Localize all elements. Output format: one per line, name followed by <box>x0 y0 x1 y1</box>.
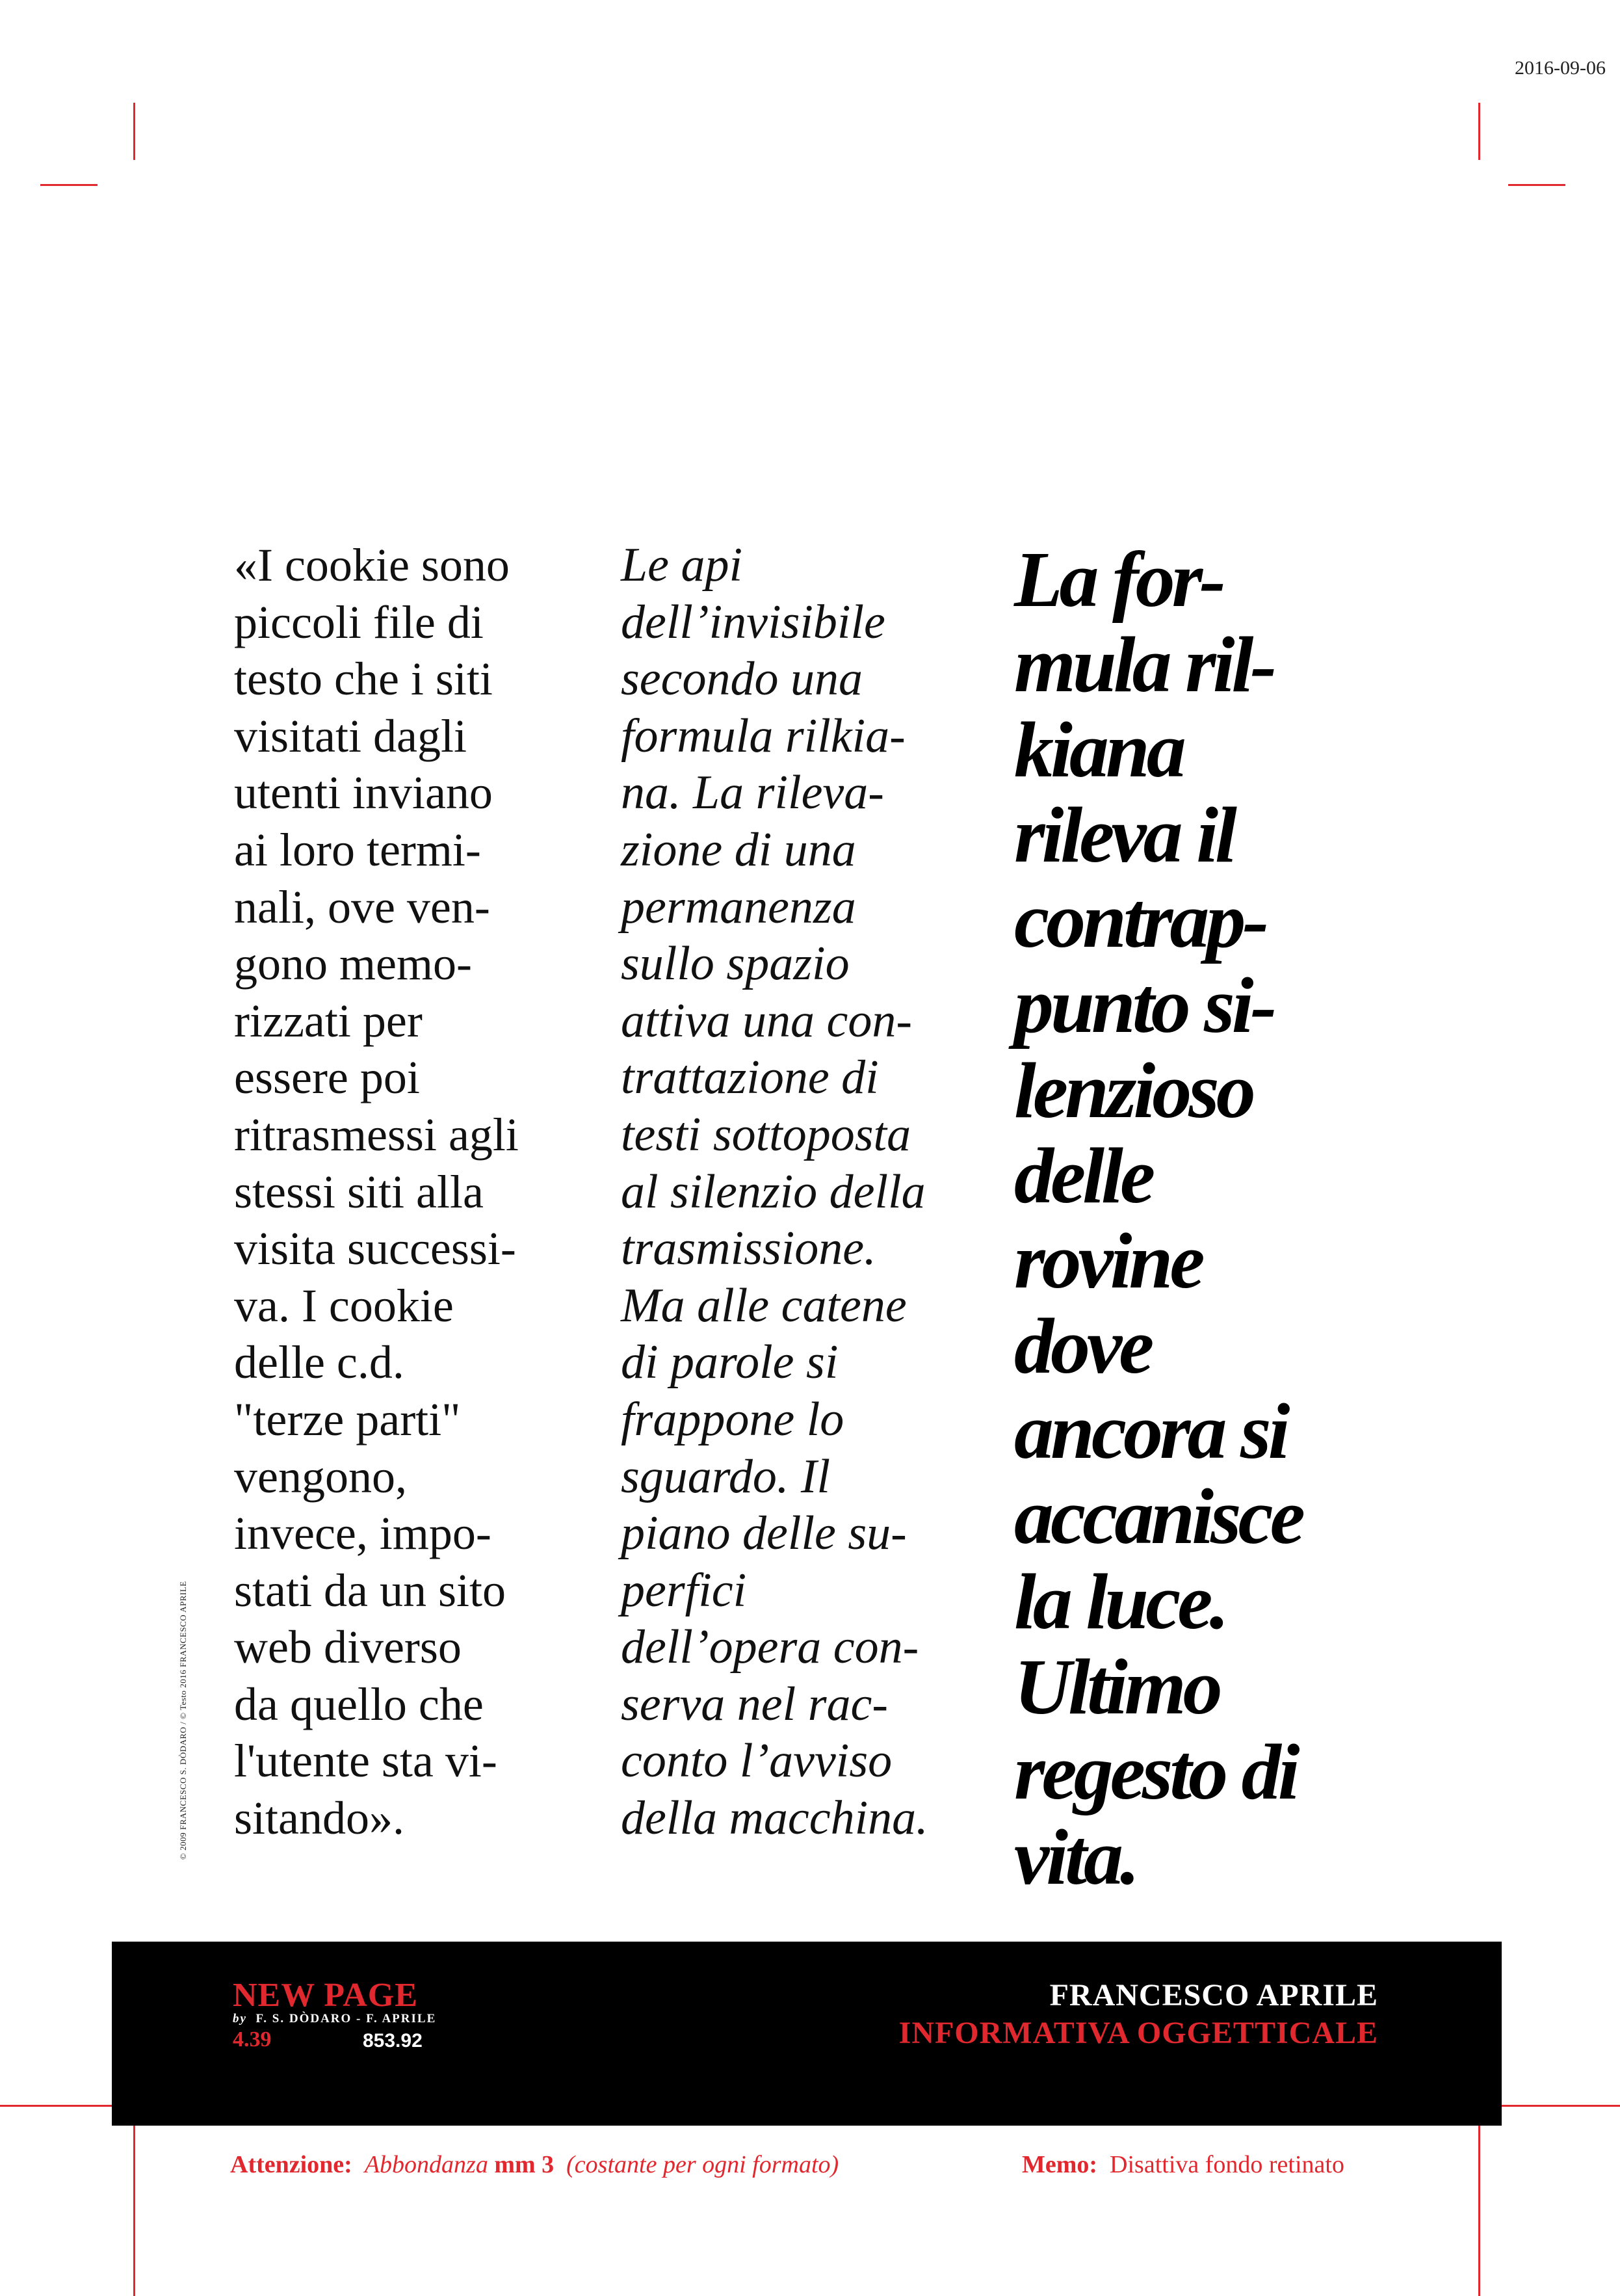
crop-mark-bottom-left-vertical <box>133 2126 135 2296</box>
author-name: FRANCESCO APRILE <box>1049 1978 1378 2012</box>
bleed-detail: (costante per ogni formato) <box>566 2151 839 2178</box>
memo-text: Disattiva fondo retinato <box>1110 2151 1344 2178</box>
attention-label: Attenzione: <box>230 2151 352 2178</box>
crop-mark-bottom-right-vertical <box>1478 2126 1480 2296</box>
column-bold-italic-text: La for- mula ril- kiana rileva il contrap- punto si- lenzioso delle rovine dove ancora si accanisce la luce. Ultimo regesto di vita. <box>1014 536 1302 1901</box>
crop-mark-top-left-horizontal <box>40 184 98 186</box>
vertical-copyright: © 2009 FRANCESCO S. DÒDARO / © Testo 2016 FRANCESCO APRILE <box>178 1581 188 1860</box>
bleed-value: mm 3 <box>494 2151 555 2178</box>
column-roman-text: «I cookie sono piccoli file di testo che i siti visitati dagli utenti inviano ai loro termi- nali, ove ven- gono memo- rizzati per essere poi ritrasmessi agli stessi siti alla visita successi- va. I cookie delle c.d. "terze parti" vengono, invece, impo- stati da un sito web diverso da quello che l'utente sta vi- sitando». <box>234 539 519 1845</box>
byline-prefix: by <box>233 2012 247 2025</box>
bleed-note <box>230 2152 839 2177</box>
crop-mark-top-left-vertical <box>133 103 135 160</box>
memo-note <box>1022 2152 1344 2177</box>
byline-authors: F. S. DÒDARO - F. APRILE <box>255 2012 437 2025</box>
crop-mark-top-right-horizontal <box>1508 184 1565 186</box>
column-italic-text: Le api dell’invisibile secondo una formula rilkia- na. La rileva- zione di una permanenza sullo spazio attiva una con- trattazione di testi sottoposta al silenzio della trasmissione. Ma alle catene di parole si frappone lo sguardo. Il piano delle su- perfici dell’opera con- serva nel rac- conto l’avviso della macchina. <box>621 538 928 1845</box>
series-title: NEW PAGE <box>233 1977 418 2014</box>
series-byline <box>233 2012 436 2025</box>
memo-label: Memo: <box>1022 2151 1098 2178</box>
crop-mark-bottom-left-horizontal <box>0 2105 112 2107</box>
page-date: 2016-09-06 <box>1515 57 1606 79</box>
bleed-label: Abbondanza <box>364 2151 488 2178</box>
series-code-right: 853.92 <box>363 2030 423 2052</box>
work-subtitle: INFORMATIVA OGGETTICALE <box>898 2016 1378 2050</box>
crop-mark-bottom-right-horizontal <box>1502 2105 1620 2107</box>
series-code-left: 4.39 <box>233 2027 272 2052</box>
crop-mark-top-right-vertical <box>1478 103 1480 160</box>
